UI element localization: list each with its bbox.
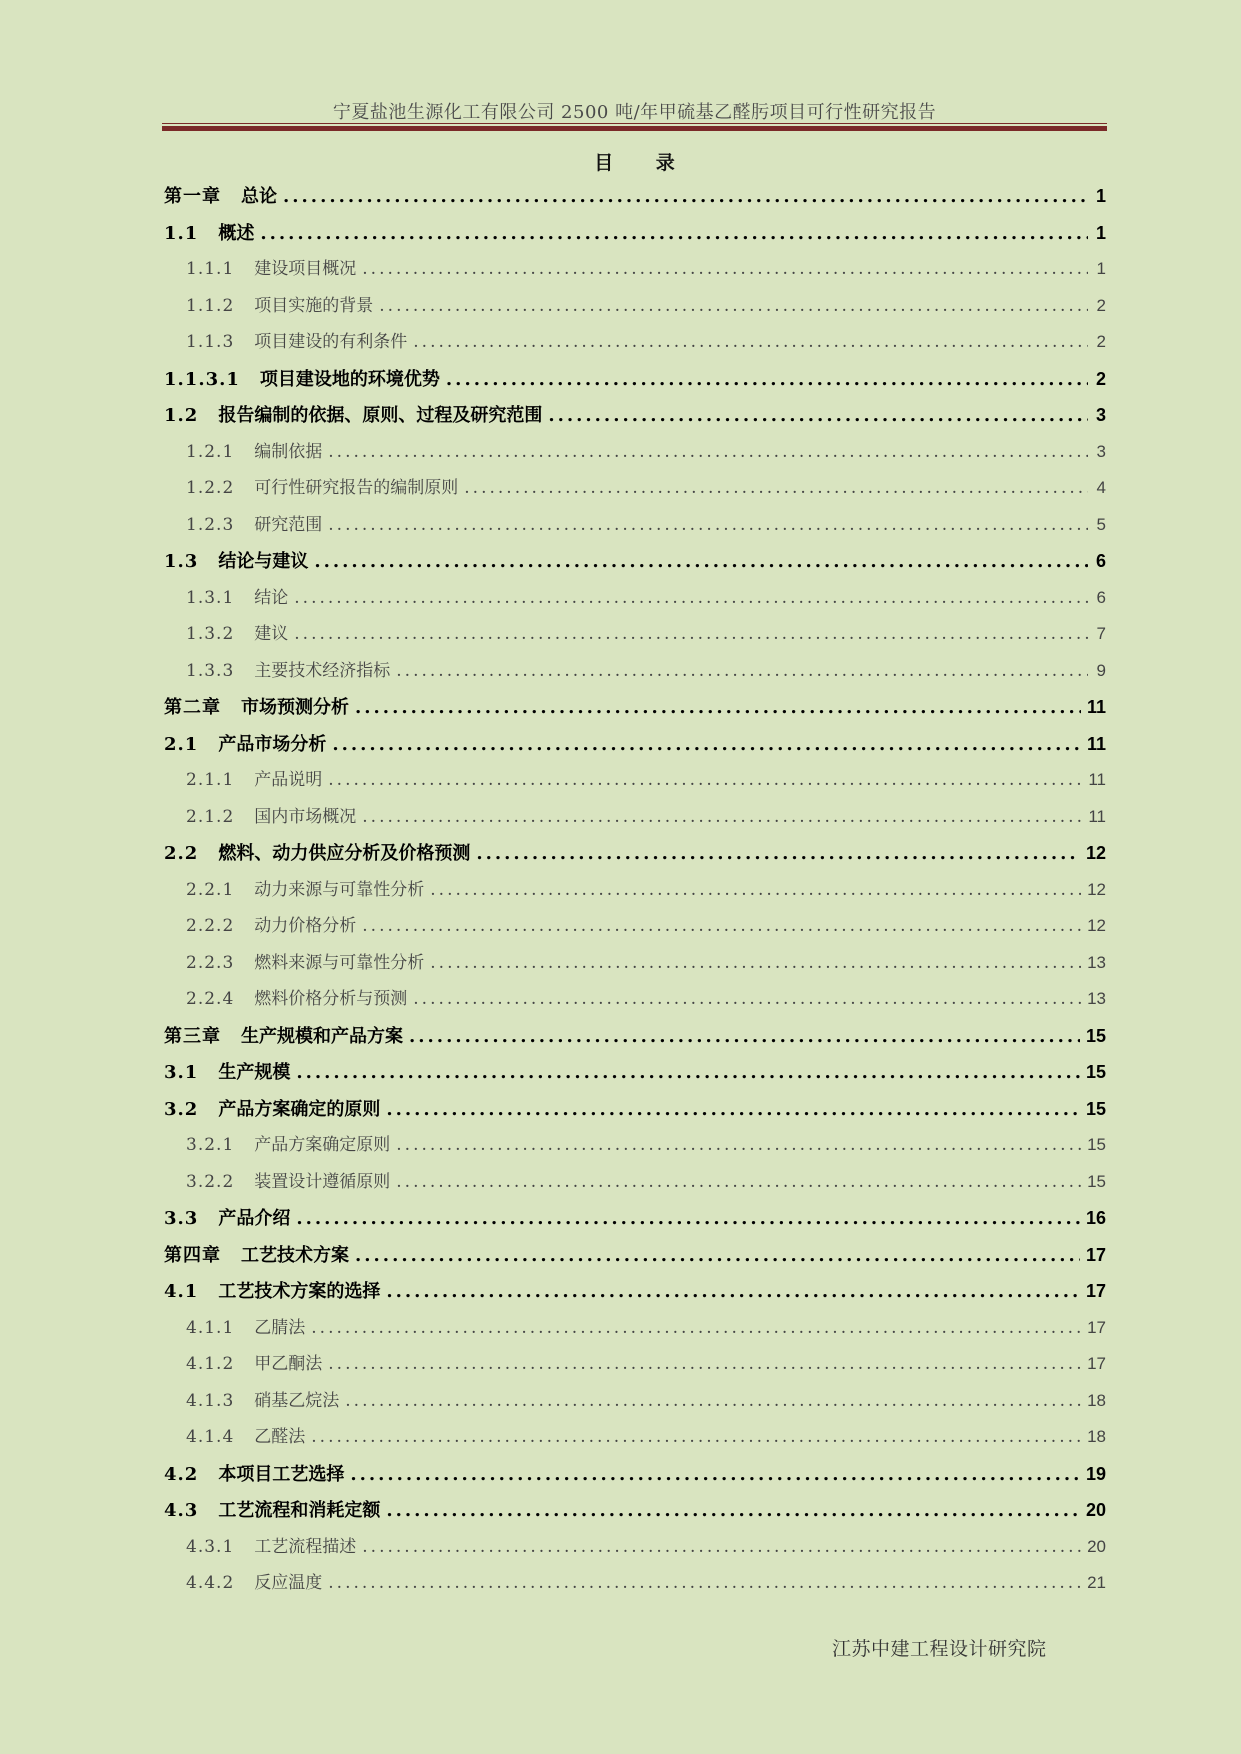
- toc-entry[interactable]: [164, 984, 1106, 1021]
- toc-entry[interactable]: [164, 1349, 1106, 1386]
- toc-entry[interactable]: [164, 1276, 1106, 1313]
- toc-entry-number: 第二章: [164, 697, 221, 718]
- toc-entry[interactable]: [164, 1057, 1106, 1094]
- toc-dot-leader: [283, 182, 1088, 212]
- toc-entry-number: 2.1.1: [186, 770, 235, 790]
- toc-entry-title: 乙醛法: [254, 1427, 306, 1447]
- toc-entry-number: 2.2: [164, 843, 199, 864]
- toc-entry-number: 4.4.2: [186, 1573, 235, 1593]
- toc-entry-page: 7: [1096, 624, 1106, 643]
- toc-entry-number: 4.3.1: [186, 1536, 235, 1557]
- toc-entry-number: 1.1.3: [186, 332, 235, 352]
- toc-entry-page: 11: [1086, 697, 1106, 717]
- toc-dot-leader: [413, 984, 1081, 1014]
- toc-entry-title: 本项目工艺选择: [218, 1463, 345, 1485]
- toc-entry-page: 12: [1087, 879, 1106, 899]
- toc-entry-title: 燃料价格分析与预测: [254, 989, 408, 1009]
- toc-entry[interactable]: [164, 254, 1106, 291]
- toc-entry-title: 产品说明: [254, 770, 323, 790]
- toc-entry-page: 12: [1085, 843, 1106, 863]
- toc-dot-leader: [328, 510, 1088, 540]
- toc-entry[interactable]: [164, 437, 1106, 474]
- toc-dot-leader: [362, 254, 1088, 284]
- toc-entry[interactable]: [164, 1459, 1106, 1496]
- toc-entry-page: 18: [1087, 1427, 1106, 1446]
- toc-entry-title: 工艺流程描述: [254, 1536, 357, 1557]
- toc-entry-title: 乙腈法: [254, 1317, 306, 1338]
- toc-entry[interactable]: [164, 802, 1106, 839]
- toc-entry-page: 5: [1096, 514, 1106, 534]
- toc-entry[interactable]: [164, 1532, 1106, 1569]
- toc-dot-leader: [345, 1386, 1081, 1416]
- toc-entry-number: 4.3: [164, 1500, 199, 1521]
- toc-dot-leader: [350, 1460, 1080, 1490]
- toc-entry-title: 建设项目概况: [254, 259, 357, 279]
- toc-entry-number: 4.1.3: [186, 1390, 235, 1411]
- toc-entry-title: 工艺技术方案的选择: [218, 1281, 381, 1302]
- toc-entry-page: 18: [1087, 1390, 1106, 1410]
- toc-entry[interactable]: [164, 948, 1106, 985]
- toc-dot-leader: [311, 1422, 1081, 1452]
- toc-entry-page: 20: [1085, 1500, 1106, 1520]
- toc-dot-leader: [476, 839, 1080, 869]
- toc-entry-number: 2.2.1: [186, 879, 235, 900]
- toc-dot-leader: [328, 437, 1088, 467]
- table-of-contents: [164, 181, 1106, 1605]
- toc-entry[interactable]: [164, 400, 1106, 437]
- toc-entry-page: 3: [1095, 405, 1106, 425]
- toc-entry-page: 15: [1085, 1062, 1106, 1082]
- toc-entry-number: 1.2.1: [186, 441, 235, 462]
- toc-dot-leader: [379, 291, 1088, 321]
- toc-entry-number: 4.2: [164, 1463, 199, 1485]
- toc-entry-page: 6: [1096, 587, 1106, 607]
- toc-entry-number: 1.2.3: [186, 514, 235, 535]
- toc-entry-title: 产品介绍: [218, 1208, 291, 1229]
- toc-entry-page: 15: [1087, 1171, 1106, 1191]
- toc-dot-leader: [386, 1277, 1080, 1307]
- toc-entry-title: 甲乙酮法: [254, 1354, 323, 1374]
- toc-entry-page: 11: [1086, 733, 1106, 754]
- toc-entry-number: 1.3: [164, 551, 199, 572]
- toc-entry-number: 第三章: [164, 1025, 221, 1047]
- toc-entry-title: 项目建设地的环境优势: [259, 368, 440, 390]
- toc-entry-number: 1.1.3.1: [164, 368, 240, 390]
- toc-entry[interactable]: [164, 1568, 1106, 1605]
- toc-entry-number: 2.2.2: [186, 916, 235, 936]
- toc-entry[interactable]: [164, 510, 1106, 547]
- toc-dot-leader: [362, 911, 1081, 941]
- toc-entry-page: 17: [1085, 1281, 1106, 1301]
- toc-entry-page: 3: [1096, 441, 1106, 461]
- toc-dot-leader: [328, 765, 1082, 795]
- toc-entry-title: 硝基乙烷法: [254, 1390, 340, 1411]
- toc-entry[interactable]: [164, 765, 1106, 802]
- toc-entry-title: 燃料来源与可靠性分析: [254, 952, 425, 973]
- toc-entry-page: 6: [1095, 551, 1106, 571]
- toc-entry[interactable]: [164, 546, 1106, 583]
- toc-entry[interactable]: [164, 1240, 1106, 1277]
- toc-entry-page: 15: [1085, 1098, 1106, 1119]
- toc-entry-number: 3.3: [164, 1208, 199, 1229]
- toc-entry-page: 20: [1087, 1536, 1106, 1556]
- toc-entry[interactable]: [164, 692, 1106, 729]
- toc-entry-number: 1.2: [164, 405, 199, 426]
- toc-entry-number: 3.2: [164, 1098, 199, 1120]
- toc-entry-page: 12: [1087, 916, 1106, 935]
- toc-entry[interactable]: [164, 218, 1106, 255]
- toc-entry-title: 项目实施的背景: [254, 295, 374, 316]
- toc-entry-page: 13: [1087, 989, 1106, 1008]
- toc-entry-number: 4.1.1: [186, 1317, 235, 1338]
- toc-entry[interactable]: [164, 181, 1106, 218]
- footer-organization: 江苏中建工程设计研究院: [832, 1638, 1047, 1660]
- toc-entry-number: 1.3.1: [186, 587, 235, 608]
- toc-dot-leader: [386, 1095, 1080, 1125]
- toc-entry[interactable]: [164, 327, 1106, 364]
- toc-entry[interactable]: [164, 1021, 1106, 1058]
- toc-entry-number: 1.1.1: [186, 259, 235, 279]
- toc-entry-title: 动力来源与可靠性分析: [254, 879, 425, 900]
- toc-entry[interactable]: [164, 1167, 1106, 1204]
- toc-entry-title: 装置设计遵循原则: [254, 1171, 391, 1192]
- toc-entry-page: 17: [1087, 1354, 1106, 1373]
- toc-dot-leader: [294, 619, 1088, 649]
- toc-entry-title: 产品市场分析: [218, 733, 327, 755]
- toc-entry-number: 第一章: [164, 186, 221, 207]
- toc-entry-title: 研究范围: [254, 514, 323, 535]
- toc-dot-leader: [464, 473, 1088, 503]
- toc-entry-title: 报告编制的依据、原则、过程及研究范围: [218, 405, 543, 426]
- toc-entry[interactable]: [164, 364, 1106, 401]
- toc-entry-number: 1.3.3: [186, 660, 235, 681]
- toc-entry-page: 2: [1096, 295, 1106, 315]
- toc-entry[interactable]: [164, 1203, 1106, 1240]
- toc-entry-number: 1.2.2: [186, 478, 235, 498]
- toc-entry-number: 2.2.3: [186, 952, 235, 973]
- header-rule-thick: [162, 126, 1107, 131]
- toc-entry-title: 生产规模: [218, 1062, 291, 1083]
- toc-entry[interactable]: [164, 656, 1106, 693]
- toc-entry-title: 工艺流程和消耗定额: [218, 1500, 381, 1521]
- toc-dot-leader: [362, 802, 1082, 832]
- toc-dot-leader: [409, 1022, 1080, 1052]
- toc-dot-leader: [296, 1058, 1080, 1088]
- toc-entry-title: 工艺技术方案: [241, 1244, 349, 1266]
- toc-entry-title: 反应温度: [254, 1573, 323, 1593]
- toc-entry-page: 2: [1095, 368, 1106, 389]
- toc-entry-title: 结论与建议: [218, 551, 309, 572]
- toc-entry-title: 燃料、动力供应分析及价格预测: [218, 843, 471, 864]
- toc-entry-page: 13: [1087, 952, 1106, 972]
- toc-entry[interactable]: [164, 1495, 1106, 1532]
- toc-dot-leader: [396, 1130, 1081, 1160]
- toc-entry-title: 动力价格分析: [254, 916, 357, 936]
- toc-entry[interactable]: [164, 875, 1106, 912]
- toc-entry-page: 1: [1095, 186, 1106, 206]
- toc-entry-title: 主要技术经济指标: [254, 660, 391, 681]
- toc-dot-leader: [386, 1496, 1080, 1526]
- toc-entry[interactable]: [164, 583, 1106, 620]
- toc-dot-leader: [332, 730, 1081, 760]
- toc-entry[interactable]: [164, 473, 1106, 510]
- toc-dot-leader: [396, 1167, 1081, 1197]
- toc-entry-page: 1: [1096, 259, 1106, 278]
- toc-entry-page: 11: [1088, 770, 1106, 789]
- toc-entry-page: 19: [1085, 1463, 1106, 1484]
- toc-dot-leader: [314, 547, 1088, 577]
- toc-entry-number: 4.1: [164, 1281, 199, 1302]
- toc-dot-leader: [548, 401, 1088, 431]
- toc-entry-page: 9: [1096, 660, 1106, 680]
- toc-dot-leader: [355, 1241, 1080, 1271]
- toc-entry[interactable]: [164, 1386, 1106, 1423]
- toc-dot-leader: [294, 583, 1088, 613]
- toc-entry-page: 17: [1085, 1244, 1106, 1265]
- toc-entry-title: 国内市场概况: [254, 806, 357, 827]
- toc-entry[interactable]: [164, 729, 1106, 766]
- toc-entry-page: 15: [1087, 1135, 1106, 1154]
- toc-dot-leader: [311, 1313, 1081, 1343]
- toc-dot-leader: [446, 365, 1088, 395]
- toc-title: 目 录: [594, 152, 693, 174]
- toc-entry-number: 2.1.2: [186, 806, 235, 827]
- toc-dot-leader: [328, 1349, 1081, 1379]
- toc-entry-number: 2.1: [164, 733, 199, 755]
- toc-entry[interactable]: [164, 1422, 1106, 1459]
- toc-entry-title: 建议: [254, 624, 289, 644]
- page-header: 宁夏盐池生源化工有限公司 2500 吨/年甲硫基乙醛肟项目可行性研究报告: [332, 102, 937, 123]
- toc-entry[interactable]: [164, 619, 1106, 656]
- toc-entry-number: 第四章: [164, 1244, 221, 1266]
- toc-entry-page: 2: [1096, 332, 1106, 351]
- toc-entry-title: 概述: [218, 222, 255, 244]
- toc-entry-page: 17: [1087, 1317, 1106, 1337]
- toc-entry[interactable]: [164, 1130, 1106, 1167]
- toc-dot-leader: [413, 327, 1088, 357]
- toc-dot-leader: [396, 656, 1088, 686]
- toc-entry-title: 项目建设的有利条件: [254, 332, 408, 352]
- toc-entry-title: 产品方案确定原则: [254, 1135, 391, 1155]
- toc-entry-title: 可行性研究报告的编制原则: [254, 478, 459, 498]
- toc-dot-leader: [260, 219, 1088, 249]
- toc-entry-page: 1: [1095, 222, 1106, 243]
- toc-entry[interactable]: [164, 1313, 1106, 1350]
- toc-dot-leader: [328, 1568, 1081, 1598]
- toc-entry-page: 15: [1085, 1025, 1106, 1046]
- toc-entry[interactable]: [164, 911, 1106, 948]
- toc-entry-number: 3.2.1: [186, 1135, 235, 1155]
- toc-entry-title: 总论: [241, 186, 277, 207]
- toc-entry-number: 3.2.2: [186, 1171, 235, 1192]
- toc-entry-number: 3.1: [164, 1062, 199, 1083]
- toc-entry[interactable]: [164, 291, 1106, 328]
- toc-entry-title: 结论: [254, 587, 289, 608]
- toc-dot-leader: [430, 875, 1081, 905]
- toc-entry[interactable]: [164, 1094, 1106, 1131]
- toc-entry-number: 2.2.4: [186, 989, 235, 1009]
- toc-entry-page: 11: [1088, 806, 1106, 826]
- toc-entry-page: 16: [1085, 1208, 1106, 1228]
- toc-dot-leader: [362, 1532, 1081, 1562]
- toc-entry-title: 编制依据: [254, 441, 323, 462]
- toc-entry-page: 4: [1096, 478, 1106, 497]
- toc-entry-title: 产品方案确定的原则: [218, 1098, 381, 1120]
- toc-entry-number: 1.1: [164, 222, 199, 244]
- toc-entry-number: 1.3.2: [186, 624, 235, 644]
- toc-entry-title: 生产规模和产品方案: [241, 1025, 403, 1047]
- header-rule-thin: [162, 123, 1107, 124]
- toc-entry-number: 1.1.2: [186, 295, 235, 316]
- toc-dot-leader: [296, 1204, 1080, 1234]
- toc-entry[interactable]: [164, 838, 1106, 875]
- toc-entry-number: 4.1.4: [186, 1427, 235, 1447]
- toc-dot-leader: [430, 948, 1081, 978]
- toc-entry-number: 4.1.2: [186, 1354, 235, 1374]
- toc-entry-title: 市场预测分析: [241, 697, 349, 718]
- toc-dot-leader: [355, 693, 1081, 723]
- toc-entry-page: 21: [1087, 1573, 1106, 1592]
